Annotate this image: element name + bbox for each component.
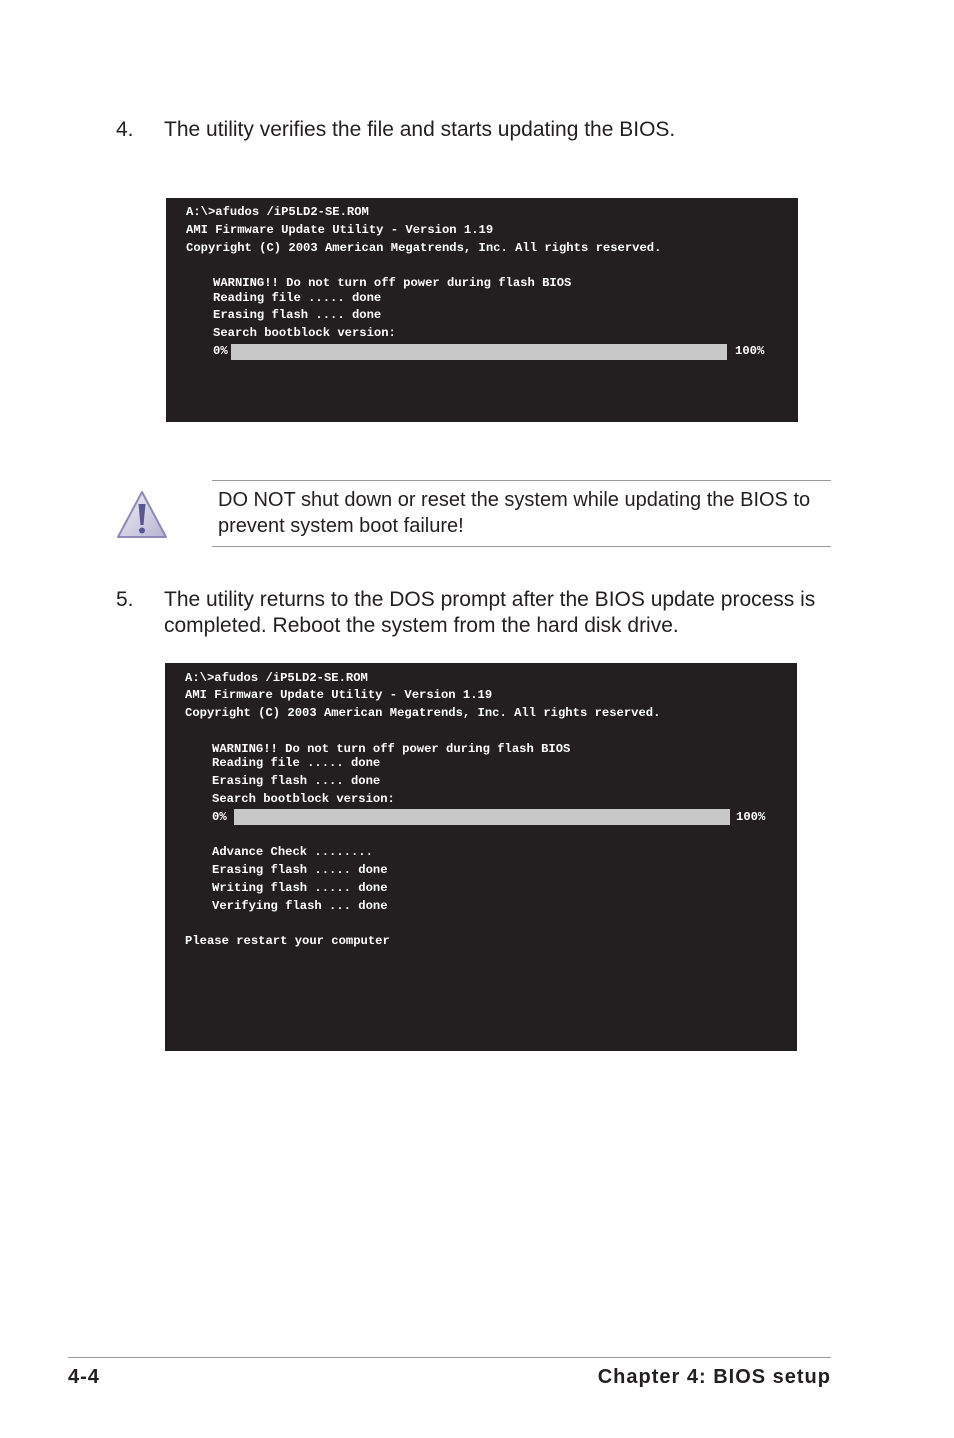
reading-status: Reading file ..... done bbox=[212, 756, 381, 770]
copyright-line: Copyright (C) 2003 American Megatrends, Inc. All rights reserved. bbox=[186, 241, 662, 255]
notice-top-rule bbox=[212, 480, 831, 481]
progress-bar bbox=[234, 809, 730, 825]
progress-bar bbox=[231, 344, 727, 360]
warning-triangle-icon bbox=[116, 490, 168, 540]
step-number: 5. bbox=[116, 588, 134, 611]
restart-message: Please restart your computer bbox=[185, 934, 390, 948]
advance-check-status: Advance Check ........ bbox=[212, 845, 373, 859]
search-status: Search bootblock version: bbox=[212, 792, 395, 806]
warning-line: WARNING!! Do not turn off power during flash BIOS bbox=[212, 742, 571, 756]
erasing-status: Erasing flash .... done bbox=[213, 308, 382, 322]
footer-rule bbox=[68, 1357, 831, 1358]
utility-title: AMI Firmware Update Utility - Version 1.19 bbox=[186, 223, 494, 237]
notice-text: DO NOT shut down or reset the system while updating the BIOS to prevent system boot failure! bbox=[218, 489, 811, 537]
utility-title: AMI Firmware Update Utility - Version 1.19 bbox=[185, 688, 493, 702]
command-line: A:\>afudos /iP5LD2-SE.ROM bbox=[185, 671, 368, 685]
page-number: 4-4 bbox=[68, 1366, 100, 1388]
step-text: The utility returns to the DOS prompt after the BIOS update process is completed. Reboot the system from the hard disk drive. bbox=[164, 588, 816, 637]
command-line: A:\>afudos /iP5LD2-SE.ROM bbox=[186, 205, 369, 219]
verifying-flash-status: Verifying flash ... done bbox=[212, 899, 388, 913]
step-number: 4. bbox=[116, 118, 134, 141]
notice-bottom-rule bbox=[212, 546, 831, 547]
writing-flash-status: Writing flash ..... done bbox=[212, 881, 388, 895]
progress-end-label: 100% bbox=[736, 810, 766, 824]
progress-start-label: 0% bbox=[213, 344, 228, 358]
bios-flash-screen-progress bbox=[166, 198, 798, 422]
bios-flash-screen-complete bbox=[165, 663, 797, 1051]
warning-line: WARNING!! Do not turn off power during flash BIOS bbox=[213, 276, 572, 290]
step-5 bbox=[116, 587, 846, 643]
erasing-flash-status: Erasing flash ..... done bbox=[212, 863, 388, 877]
progress-end-label: 100% bbox=[735, 344, 765, 358]
reading-status: Reading file ..... done bbox=[213, 291, 382, 305]
search-status: Search bootblock version: bbox=[213, 326, 396, 340]
step-4 bbox=[116, 117, 846, 147]
copyright-line: Copyright (C) 2003 American Megatrends, Inc. All rights reserved. bbox=[185, 706, 661, 720]
step-text: The utility verifies the file and starts updating the BIOS. bbox=[164, 118, 676, 141]
chapter-title: Chapter 4: BIOS setup bbox=[597, 1366, 831, 1388]
erasing-status: Erasing flash .... done bbox=[212, 774, 381, 788]
progress-start-label: 0% bbox=[212, 810, 227, 824]
